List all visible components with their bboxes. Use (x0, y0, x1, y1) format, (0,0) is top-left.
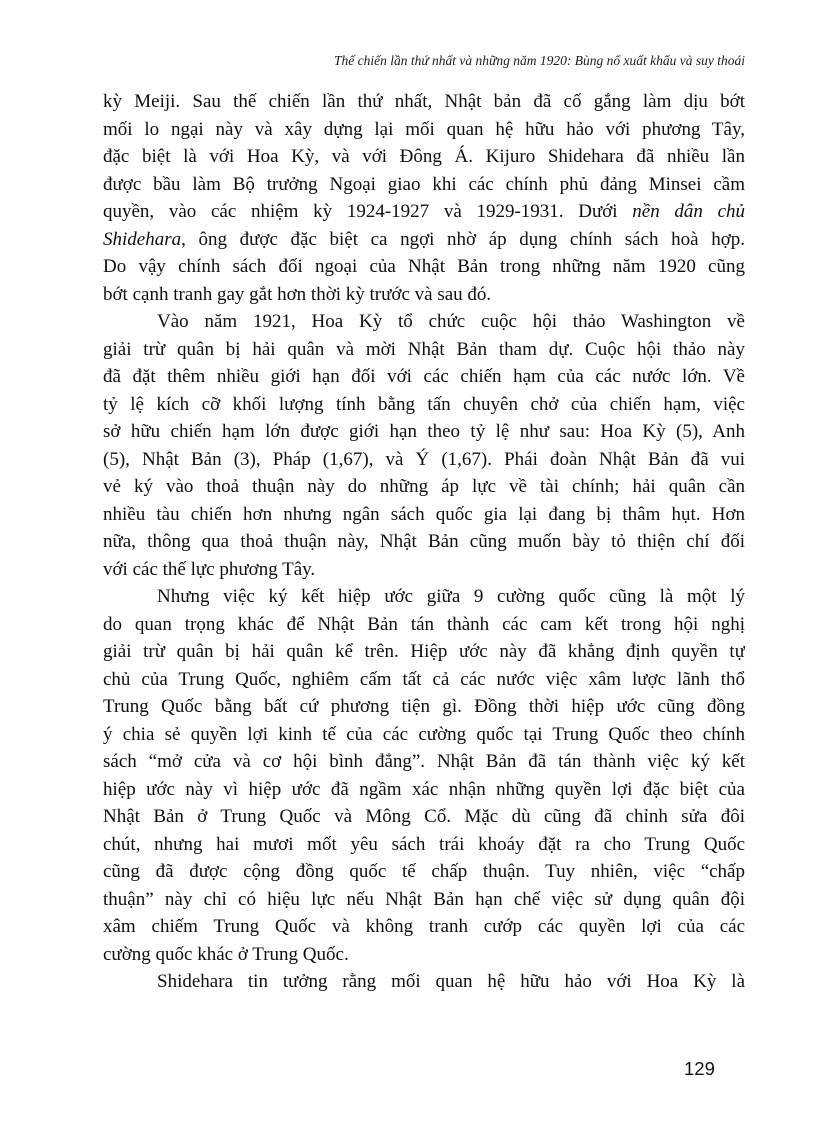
text-line (103, 721, 745, 749)
paragraph (103, 88, 745, 308)
text-line (103, 116, 745, 144)
text-line (103, 858, 745, 886)
text-segment: Trung Quốc bằng bất cứ phương tiện gì. Đồng thời hiệp ước cũng đồng (103, 696, 745, 717)
text-line (103, 391, 745, 419)
text-segment: tỷ lệ kích cỡ khối lượng tính bằng tấn chuyên chở của chiến hạm, việc (103, 393, 745, 415)
text-segment: đã đặt thêm nhiều giới hạn đối với các chiến hạm của các nước lớn. Về (103, 366, 745, 387)
text-line (103, 611, 745, 639)
text-line (103, 253, 745, 281)
text-segment: với các thế lực phương Tây. (103, 558, 316, 580)
text-segment: giải trừ quân bị hải quân kể trên. Hiệp ước này đã khẳng định quyền tự (103, 641, 745, 662)
text-segment: , ông được đặc biệt ca ngợi nhờ áp dụng chính sách hoà hợp. (181, 228, 745, 250)
text-line (103, 886, 745, 914)
text-line (103, 583, 745, 611)
text-line (103, 418, 745, 446)
text-segment: do quan trọng khác để Nhật Bản tán thành các cam kết trong hội nghị (103, 613, 745, 635)
text-line (103, 143, 745, 171)
text-line (103, 88, 745, 116)
text-segment: cường quốc khác ở Trung Quốc. (103, 943, 349, 965)
text-line (103, 941, 745, 969)
text-segment: sách “mở cửa và cơ hội bình đẳng”. Nhật Bản đã tán thành việc ký kết (103, 751, 745, 772)
paragraph (103, 583, 745, 968)
text-line (103, 556, 745, 584)
text-line (103, 281, 745, 309)
text-segment: vẻ ký vào thoả thuận này do những áp lực về tài chính; hải quân cần (103, 476, 745, 497)
text-segment: Shidehara tin tưởng rằng mối quan hệ hữu hảo với Hoa Kỳ là (157, 971, 745, 992)
text-line (103, 363, 745, 391)
text-line (103, 446, 745, 474)
text-segment: Vào năm 1921, Hoa Kỳ tổ chức cuộc hội thảo Washington về (157, 311, 745, 332)
page-number: 129 (684, 1058, 715, 1079)
text-line (103, 171, 745, 199)
text-line (103, 528, 745, 556)
text-segment: giải trừ quân bị hải quân và mời Nhật Bản tham dự. Cuộc hội thảo này (103, 338, 745, 360)
text-segment: Do vậy chính sách đối ngoại của Nhật Bản trong những năm 1920 cũng (103, 256, 745, 277)
text-line (103, 831, 745, 859)
text-segment: Nhật Bản ở Trung Quốc và Mông Cổ. Mặc dù cũng đã chỉnh sửa đôi (103, 806, 745, 827)
text-line (103, 748, 745, 776)
text-line (103, 336, 745, 364)
text-segment: thuận” này chỉ có hiệu lực nếu Nhật Bản hạn chế việc sử dụng quân đội (103, 888, 745, 910)
italic-text: nền dân chủ (632, 201, 745, 222)
text-segment: cũng đã được cộng đồng quốc tế chấp thuận. Tuy nhiên, việc “chấp (103, 861, 745, 882)
paragraph (103, 308, 745, 583)
body-text (103, 88, 745, 996)
text-line (103, 968, 745, 996)
text-segment: kỳ Meiji. Sau thế chiến lần thứ nhất, Nhật bản đã cố gắng làm dịu bớt (103, 91, 745, 112)
text-line (103, 226, 745, 254)
text-segment: nhiều tàu chiến hơn nhưng ngân sách quốc gia lại đang bị thâm hụt. Hơn (103, 503, 745, 525)
text-segment: ý chia sẻ quyền lợi kinh tế của các cường quốc tại Trung Quốc theo chính (103, 723, 745, 745)
text-line (103, 198, 745, 226)
text-segment: mối lo ngại này và xây dựng lại mối quan hệ hữu hảo với phương Tây, (103, 118, 745, 140)
text-segment: sở hữu chiến hạm lớn được giới hạn theo tỷ lệ như sau: Hoa Kỳ (5), Anh (103, 421, 745, 442)
text-line (103, 666, 745, 694)
text-segment: xâm chiếm Trung Quốc và không tranh cướp các quyền lợi của các (103, 916, 745, 937)
text-segment: chút, nhưng hai mươi mốt yêu sách trái khoáy đặt ra cho Trung Quốc (103, 833, 745, 855)
italic-text: Shidehara (103, 228, 182, 250)
text-segment: chủ của Trung Quốc, nghiêm cấm tất cả các nước việc xâm lược lãnh thổ (103, 668, 745, 690)
text-line (103, 638, 745, 666)
text-segment: Nhưng việc ký kết hiệp ước giữa 9 cường quốc cũng là một lý (157, 586, 745, 607)
text-segment: nữa, thông qua thoả thuận này, Nhật Bản cũng muốn bày tỏ thiện chí đối (103, 531, 745, 552)
text-segment: được bầu làm Bộ trưởng Ngoại giao khi các chính phủ đảng Minsei cầm (103, 173, 745, 195)
text-line (103, 308, 745, 336)
paragraph (103, 968, 745, 996)
text-segment: quyền, vào các nhiệm kỳ 1924-1927 và 1929-1931. Dưới (103, 201, 633, 222)
text-line (103, 776, 745, 804)
running-header: Thế chiến lần thứ nhất và những năm 1920: Bùng nổ xuất khẩu và suy thoái (333, 53, 745, 68)
text-line (103, 913, 745, 941)
text-segment: (5), Nhật Bản (3), Pháp (1,67), và Ý (1,67). Phái đoàn Nhật Bản đã vui (103, 448, 745, 470)
text-line (103, 473, 745, 501)
text-segment: hiệp ước này vì hiệp ước đã ngầm xác nhận những quyền lợi đặc biệt của (103, 778, 745, 800)
text-line (103, 501, 745, 529)
text-line (103, 803, 745, 831)
text-segment: đặc biệt là với Hoa Kỳ, và với Đông Á. Kijuro Shidehara đã nhiều lần (103, 146, 745, 167)
text-segment: bớt cạnh tranh gay gắt hơn thời kỳ trước và sau đó. (103, 283, 492, 305)
text-line (103, 693, 745, 721)
